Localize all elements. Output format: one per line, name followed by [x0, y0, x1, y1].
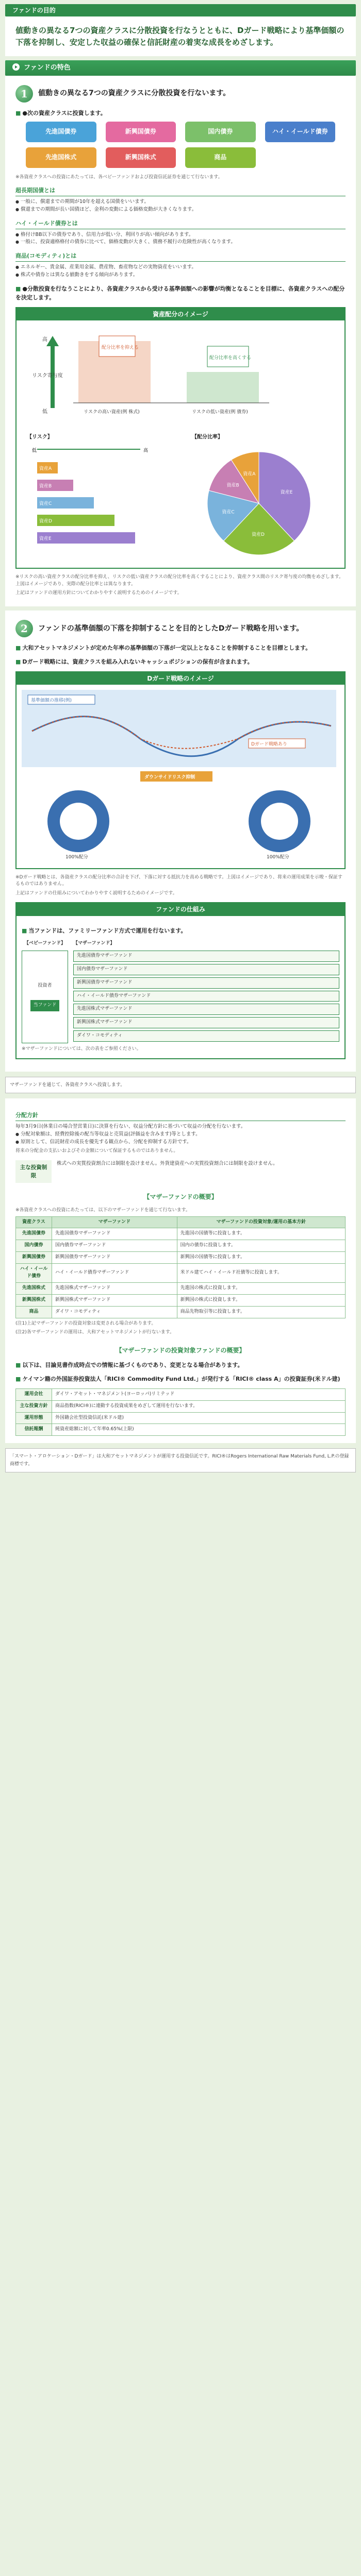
risk-bars — [37, 462, 135, 544]
alloc-slice-label: 資産A — [243, 471, 256, 477]
table-row — [16, 1283, 346, 1295]
asset-tile: 国内債券 — [185, 122, 256, 142]
floor-label: ダウンサイドリスク抑制 — [144, 775, 195, 781]
dguard-figure-title: Dガード戦略のイメージ — [17, 672, 344, 685]
table-row — [16, 1295, 346, 1307]
asset-tile: 先進国債券 — [26, 122, 96, 142]
table-cell: 先進国債券 — [16, 1228, 52, 1240]
table-row — [16, 1264, 346, 1283]
fund-table-title: 【マザーファンドの投資対象ファンドの概要】 — [116, 1346, 245, 1354]
structure-figure — [15, 902, 346, 1059]
line-label: 基準価額の推移(例) — [31, 698, 72, 704]
risk-bar-label: 資産C — [39, 501, 52, 507]
left-callout-label: 配分比率を抑える — [102, 345, 139, 351]
right-ring-hole — [261, 803, 298, 840]
disclaimer: 「スマート・アロケーション・Dガード」は大和アセットマネジメントが運用する投資信託です。RICI®はRogers International Raw Materials Fund, L.P.の登録商標です。 — [5, 1448, 356, 1472]
cap-label: Dガード戦略あり — [251, 742, 287, 748]
alloc-slice-label: 資産D — [252, 532, 265, 538]
sub3-text — [15, 264, 346, 279]
asset-tile: 新興国債券 — [106, 122, 176, 142]
table-cell: 運用形態 — [16, 1412, 52, 1424]
table-cell: 先進国の国債等に投資します。 — [177, 1228, 345, 1240]
table-cell: 国内の債券に投資します。 — [177, 1240, 345, 1252]
table-cell: 新興国株式マザーファンド — [52, 1295, 177, 1307]
asset-tile: ハイ・イールド債券 — [265, 122, 336, 142]
table-row — [16, 1412, 346, 1424]
table-row — [16, 1240, 346, 1252]
dguard-note: ※Dガード戦略とは、各資産クラスの配分比率の合計を下げ、下落に対する抵抗力を高める戦略です。上図はイメージであり、将来の運用成果を示唆・保証するものではありません。 — [15, 874, 342, 887]
feature2-note: 上記はファンドの仕組みについてわかりやすく説明するためのイメージです。 — [15, 890, 177, 896]
distribution-line: ● 原則として、信託財産の成長を優先する観点から、分配を抑制する方針です。 — [15, 1139, 346, 1146]
sub2-line: ● 格付けBB以下の債券であり、信用力が低い分、利回りが高い傾向があります。 — [15, 231, 346, 239]
table-cell: 新興国債券 — [16, 1252, 52, 1264]
table-cell: 国内債券 — [16, 1240, 52, 1252]
mother-table-title: 【マザーファンドの概要】 — [143, 1193, 218, 1201]
table-cell: 新興国の国債等に投資します。 — [177, 1252, 345, 1264]
sub3-line: ● エネルギー、貴金属、産業用金属、農産物、畜産物などの実物資産をいいます。 — [15, 264, 346, 272]
risk-low: 低 — [32, 448, 37, 454]
asset-tile: 商品 — [185, 147, 256, 168]
distribution-line: ● 分配対象額は、経費控除後の配当等収益と売買益(評価益を含みます)等とします。 — [15, 1131, 346, 1139]
table-cell: 運用会社 — [16, 1388, 52, 1400]
feature2-number: 2 — [15, 620, 33, 637]
sub1-title: 超長期国債とは — [15, 186, 346, 196]
mother-fund-item: 新興国株式マザーファンド — [73, 1017, 339, 1028]
asset-tile: 新興国株式 — [106, 147, 176, 168]
fund-table-lead: ■ 以下は、目論見書作成時点での情報に基づくものであり、変更となる場合があります。 — [15, 1361, 346, 1369]
distribution-intro: 毎年3月9日(休業日の場合翌営業日)に決算を行ない、収益分配方針に基づいて収益の分配を行ないます。 — [15, 1124, 246, 1130]
risk-bar-label: 資産E — [39, 536, 52, 542]
sub1-line: ● 一般に、償還までの期間が10年を超える国債をいいます。 — [15, 198, 346, 206]
table-cell: 国内債券マザーファンド — [52, 1240, 177, 1252]
right-ring-label: 100%配分 — [267, 855, 289, 860]
structure-note: ※マザーファンドについては、次の表をご参照ください。 — [22, 1046, 141, 1052]
table-row — [16, 1228, 346, 1240]
risk-bar-label: 資産A — [39, 466, 52, 472]
alloc-slice-label: 資産E — [280, 490, 293, 496]
table-cell: 純資産総額に対して年率0.65%(上限) — [52, 1424, 346, 1436]
table-cell: 商品 — [16, 1307, 52, 1318]
mother-head: 【マザーファンド】 — [73, 940, 115, 946]
mother-table-header: マザーファンド — [52, 1216, 177, 1228]
mother-table — [15, 1216, 346, 1318]
right-caption: リスクの低い資産(例 債券) — [192, 410, 248, 415]
table-cell: 先進国の株式に投資します。 — [177, 1283, 345, 1295]
table-cell: 主な投資方針 — [16, 1400, 52, 1412]
feature1-lead2: ■ ●分散投資を行なうことにより、各資産クラスから受ける基準価額への影響が均衡となることを目標に、各資産クラスへの配分を決定します。 — [15, 284, 346, 302]
table-cell: 米ドル建てハイ・イールド社債等に投資します。 — [177, 1264, 345, 1283]
dguard-figure — [15, 671, 346, 869]
investor-label: 投資者 — [38, 982, 52, 988]
distribution-panel — [5, 1098, 356, 1443]
mother-fund-item: 先進国株式マザーファンド — [73, 1004, 339, 1015]
risk-allocation-chart — [22, 431, 336, 560]
feature2-title: ファンドの基準価額の下落を抑制することを目的としたDガード戦略を用います。 — [38, 624, 304, 633]
risk-head: 【リスク】 — [27, 434, 53, 440]
table-cell: ダイワ・アセット・マネジメント(ヨーロッパ)リミテッド — [52, 1388, 346, 1400]
structure-title: ファンドの仕組み — [17, 903, 344, 916]
fund-table — [15, 1388, 346, 1436]
feature1-lead: ■ ●次の資産クラスに投資します。 — [15, 109, 346, 117]
left-caption: リスクの高い資産(例 株式) — [84, 410, 140, 415]
arrow-axis-label: リスク寄与度 — [32, 373, 63, 379]
risk-balance-diagram — [22, 326, 336, 429]
mother-fund-item: 新興国債券マザーファンド — [73, 977, 339, 989]
asset-tile: 先進国株式 — [26, 147, 96, 168]
purpose-bar: ファンドの目的 — [5, 4, 356, 16]
feature2-lead1: ■ 大和アセットマネジメントが定めた年率の基準価額の下落が一定以上となることを抑制することを目標とします。 — [15, 643, 346, 652]
table-cell: 商品指数(RICI®)に連動する投資成果をめざして運用を行ないます。 — [52, 1400, 346, 1412]
table-cell: 先進国債券マザーファンド — [52, 1228, 177, 1240]
arrow-high-label: 高 — [42, 337, 47, 343]
table-cell: 新興国の株式に投資します。 — [177, 1295, 345, 1307]
mother-footnote: (注2)各マザーファンドの運用は、大和アセットマネジメントが行ないます。 — [15, 1330, 175, 1335]
mother-list — [73, 951, 339, 1042]
baby-head: 【ベビーファンド】 — [24, 940, 65, 946]
fund-label: 当ファンド — [30, 1000, 60, 1011]
feature2-panel — [5, 611, 356, 1072]
risk-limit-label: 主な投資制限 — [15, 1160, 52, 1183]
dguard-diagram — [22, 690, 336, 860]
mother-table-header: 資産クラス — [16, 1216, 52, 1228]
table-row — [16, 1388, 346, 1400]
risk-arrow — [46, 336, 59, 408]
table-row — [16, 1307, 346, 1318]
sub2-title: ハイ・イールド債券とは — [15, 219, 346, 229]
table-cell: 新興国債券マザーファンド — [52, 1252, 177, 1264]
mother-fund-item: ダイワ・コモディティ — [73, 1030, 339, 1042]
alloc-pie — [207, 452, 310, 555]
feature1-number: 1 — [15, 85, 33, 103]
table-cell: 外国籍会社型投資信託(米ドル建) — [52, 1412, 346, 1424]
mother-table-note: ※各資産クラスへの投資にあたっては、以下のマザーファンドを通じて行ないます。 — [15, 1208, 190, 1213]
mother-footnote: (注1)上記マザーファンドの投資対象は変更される場合があります。 — [15, 1320, 156, 1326]
right-callout-label: 配分比率を高くする — [209, 355, 252, 361]
feature1-note2: 上記はファンドの運用方針についてわかりやすく説明するためのイメージです。 — [15, 590, 182, 596]
mother-fund-item: 先進国債券マザーファンド — [73, 951, 339, 962]
alloc-slice-label: 資産B — [226, 483, 239, 489]
mother-table-header: マザーファンドの投資対象/運用の基本方針 — [177, 1216, 345, 1228]
distribution-title: 分配方針 — [15, 1111, 346, 1121]
table-row — [16, 1252, 346, 1264]
table-cell: ダイワ・コモディティ — [52, 1307, 177, 1318]
table-cell: 先進国株式 — [16, 1283, 52, 1295]
distribution-note: 将来の分配金の支払いおよびその金額について保証するものではありません。 — [15, 1148, 178, 1154]
arrow-low-label: 低 — [42, 409, 47, 415]
table-row — [16, 1400, 346, 1412]
table-cell: 信託報酬 — [16, 1424, 52, 1436]
table-cell: 新興国株式 — [16, 1295, 52, 1307]
left-ring-hole — [60, 803, 97, 840]
mother-fund-item: ハイ・イールド債券マザーファンド — [73, 991, 339, 1002]
asset-note: ※各資産クラスへの投資にあたっては、各ベビーファンドおよび投資信託証券を通じて行ないます。 — [15, 174, 223, 180]
table-cell: ハイ・イールド債券マザーファンド — [52, 1264, 177, 1283]
purpose-text: 値動きの異なる7つの資産クラスに分散投資を行なうとともに、Dガード戦略により基準価額の下落を抑制し、安定した収益の確保と信託財産の着実な成長をめざします。 — [5, 16, 356, 56]
sub3-line: ● 株式や債券とは異なる値動きをする傾向があります。 — [15, 272, 346, 279]
asset-grid — [26, 122, 335, 168]
feature2-lead2: ■ Dガード戦略には、資産クラスを組み入れないキャッシュポジションの保有が含まれます。 — [15, 657, 346, 666]
feature1-title: 値動きの異なる7つの資産クラスに分散投資を行ないます。 — [38, 89, 231, 98]
table-cell: ハイ・イールド債券 — [16, 1264, 52, 1283]
risk-bar-label: 資産D — [39, 519, 52, 524]
table-cell: 商品先物取引等に投資します。 — [177, 1307, 345, 1318]
features-bar — [5, 60, 356, 76]
sub2-text — [15, 231, 346, 246]
table-row — [16, 1424, 346, 1436]
features-bar-label: ファンドの特色 — [24, 63, 71, 72]
section-marker-icon — [12, 63, 20, 71]
feature1-panel — [5, 76, 356, 606]
sub2-line: ● 一般に、投資適格格付の債券に比べて、価格変動が大きく、債務不履行の危険性が高くなります。 — [15, 239, 346, 246]
sub1-text — [15, 198, 346, 213]
structure-lead: ■ 当ファンドは、ファミリーファンド方式で運用を行ないます。 — [22, 926, 339, 935]
mother-note-box: マザーファンドを通じて、各資産クラスへ投資します。 — [5, 1077, 356, 1093]
sub1-line: ● 償還までの期間が長い国債ほど、金利の変動による価格変動が大きくなります。 — [15, 206, 346, 214]
alloc-slice-label: 資産C — [222, 510, 235, 516]
low-risk-block — [187, 372, 259, 403]
sub3-title: 商品(コモディティ)とは — [15, 251, 346, 262]
allocation-figure-title: 資産配分のイメージ — [17, 308, 344, 321]
table-cell: 先進国株式マザーファンド — [52, 1283, 177, 1295]
risk-limit-text: 株式への実質投資割合には制限を設けません。外貨建資産への実質投資割合には制限を設けません。 — [57, 1160, 278, 1166]
left-ring-label: 100%配分 — [65, 855, 88, 860]
risk-bar — [37, 532, 135, 544]
risk-high: 高 — [143, 448, 149, 454]
allocation-figure — [15, 307, 346, 569]
mother-fund-item: 国内債券マザーファンド — [73, 964, 339, 975]
fund-table-subtitle: ■ ケイマン籍の外国証券投資法人「RICI® Commodity Fund Ltd.」が発行する「RICI® class A」の投資証券(米ドル建) — [15, 1375, 346, 1383]
risk-fig-note: ※リスクの高い資産クラスの配分比率を抑え、リスクの低い資産クラスの配分比率を高くすることにより、資産クラス間のリスク寄与度の均衡をめざします。上図はイメージであり、実際の配分比率とは異なります。 — [15, 574, 344, 587]
risk-bar-label: 資産B — [39, 484, 52, 489]
alloc-head: 【配分比率】 — [192, 434, 223, 440]
